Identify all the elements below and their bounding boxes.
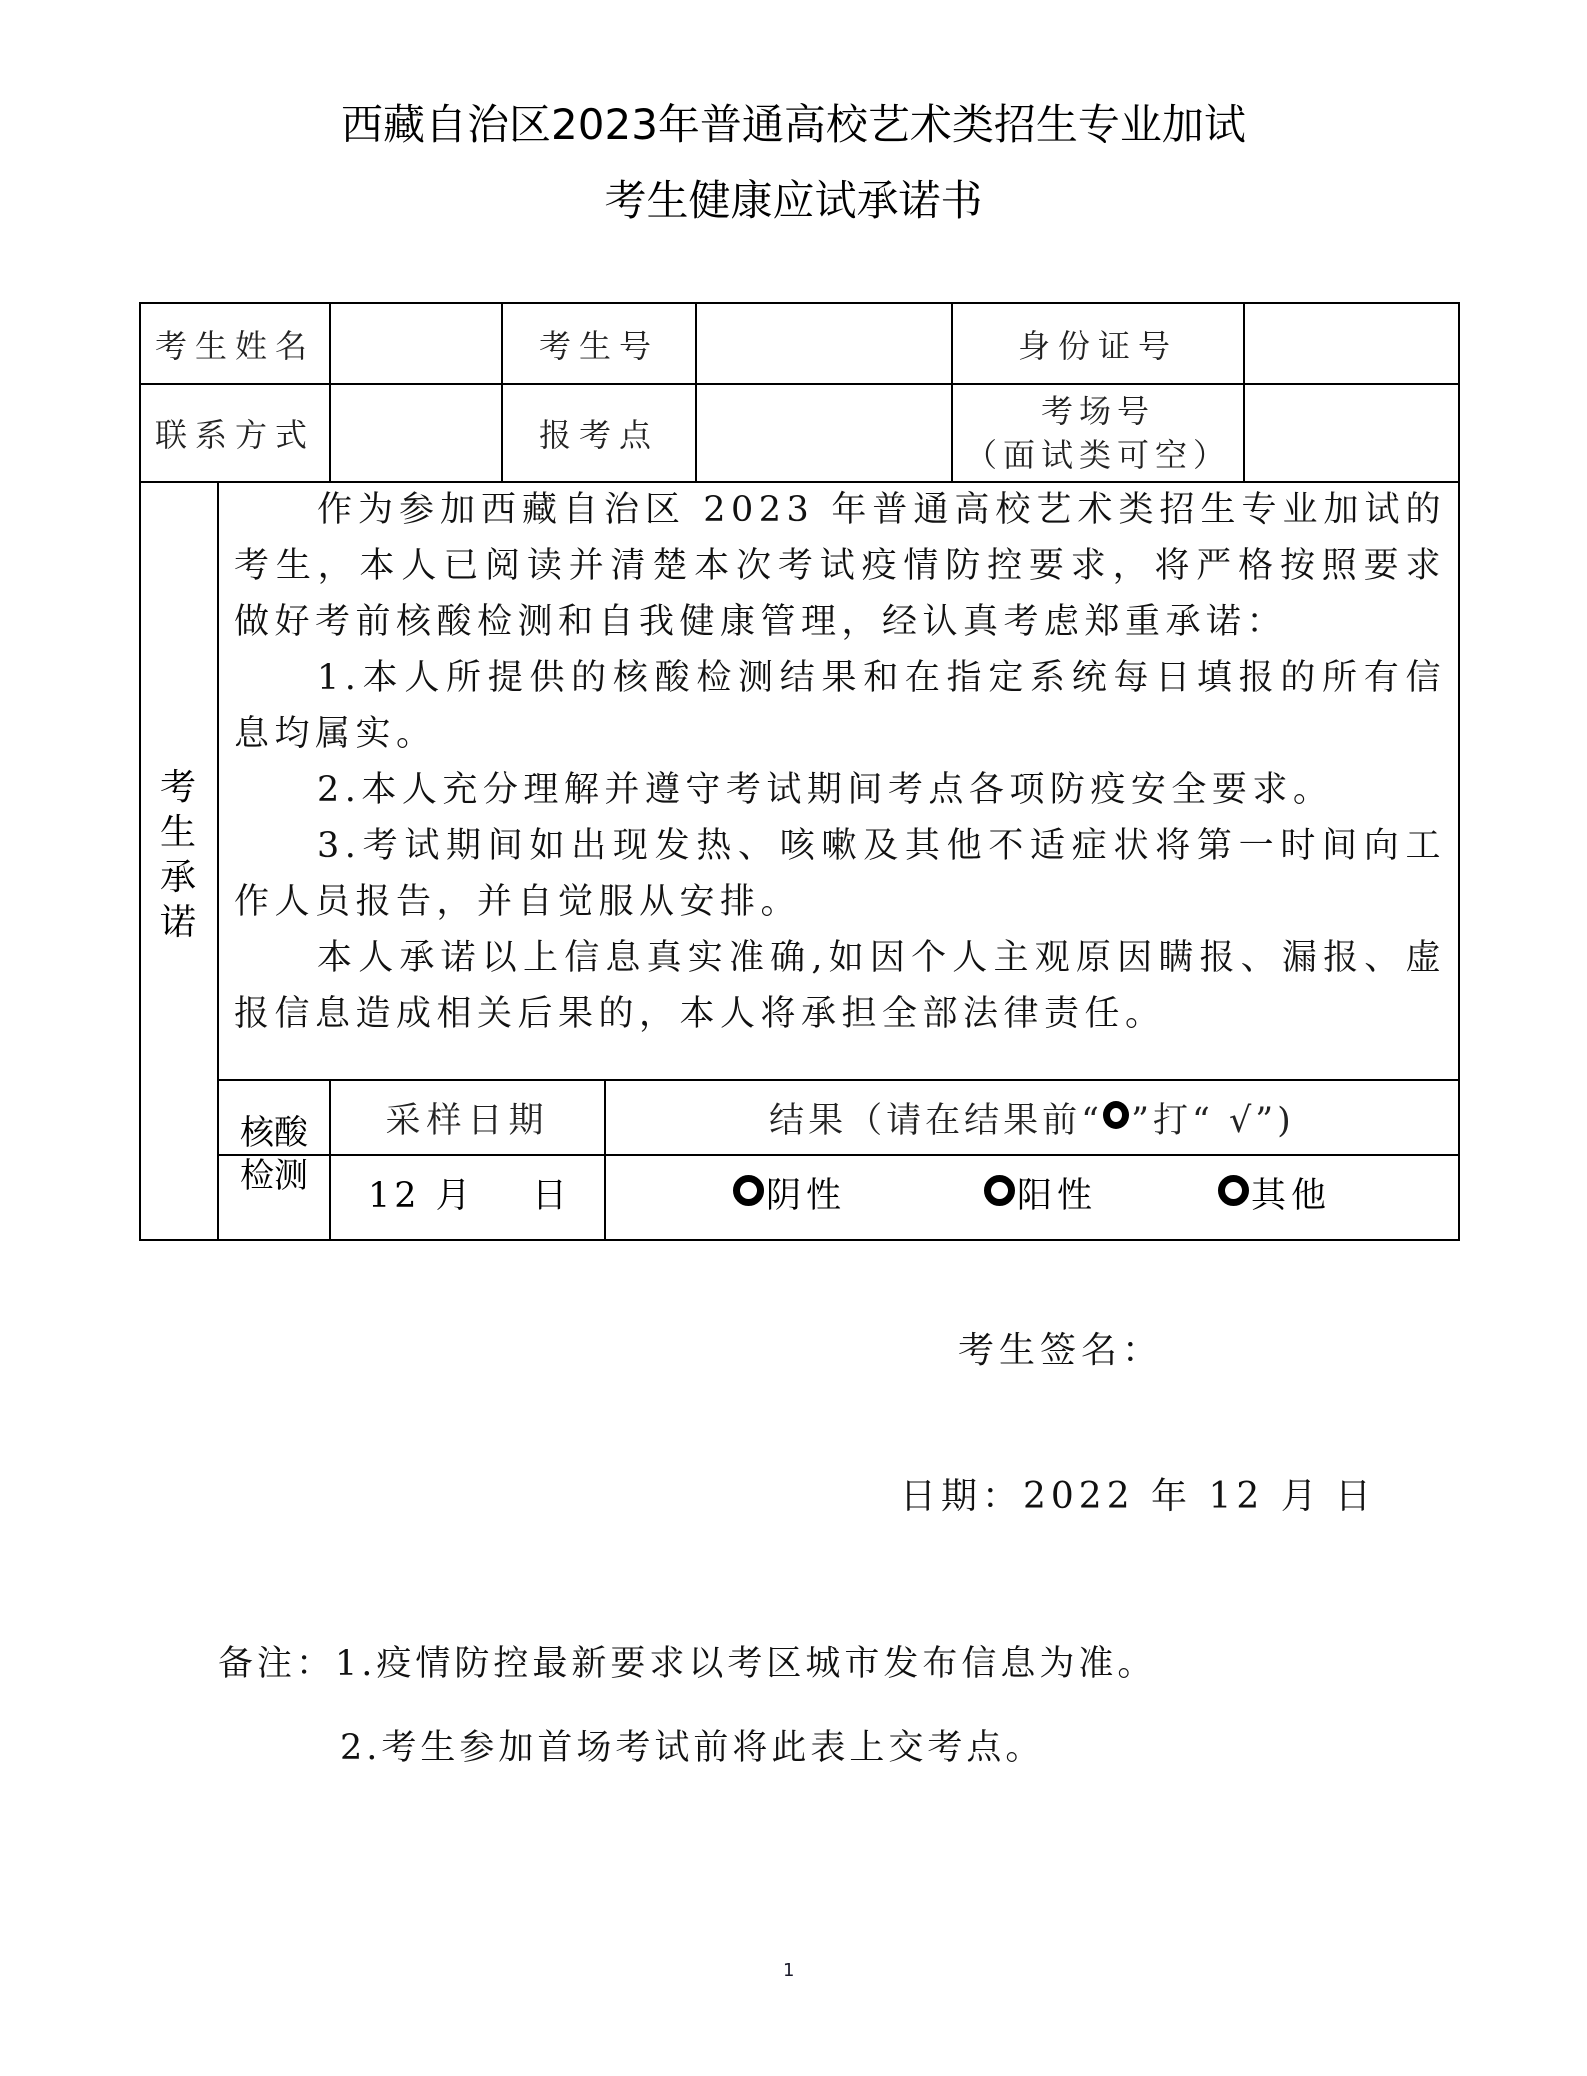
result-option-label: 其他 bbox=[1251, 1176, 1332, 1216]
promise-item-2: 2.本人充分理解并遵守考试期间考点各项防疫安全要求。 bbox=[317, 770, 1334, 810]
field-id-number[interactable] bbox=[1245, 304, 1458, 383]
nucleic-test-label-line1: 核酸 bbox=[240, 1113, 308, 1153]
field-contact[interactable] bbox=[331, 385, 501, 481]
promise-closing-paragraph: 本人承诺以上信息真实准确,如因个人主观原因瞒报、漏报、虚报信息造成相关后果的，本人将承担全部法律责任。 bbox=[234, 938, 1446, 1034]
result-header-suffix: ”打“ √”) bbox=[1131, 1100, 1295, 1141]
signature-date-day: 日 bbox=[1335, 1476, 1377, 1517]
nucleic-test-label-line2: 检测 bbox=[240, 1156, 308, 1196]
promise-intro-paragraph: 作为参加西藏自治区 2023 年普通高校艺术类招生专业加试的考生，本人已阅读并清楚本次考试疫情防控要求，将严格按照要求做好考前核酸检测和自我健康管理，经认真考虑郑重承诺： bbox=[234, 490, 1446, 642]
field-exam-number[interactable] bbox=[697, 304, 951, 383]
result-option-other[interactable] bbox=[1218, 1168, 1331, 1218]
promise-item-3: 3.考试期间如出现发热、咳嗽及其他不适症状将第一时间向工作人员报告，并自觉服从安排。 bbox=[234, 826, 1446, 922]
sampling-date-header: 采样日期 bbox=[385, 1100, 550, 1141]
promise-item-1: 1.本人所提供的核酸检测结果和在指定系统每日填报的所有信息均属实。 bbox=[234, 658, 1446, 754]
result-header bbox=[606, 1081, 1458, 1154]
promise-side-char: 考 bbox=[159, 767, 196, 808]
circle-option-icon[interactable] bbox=[733, 1175, 764, 1206]
page-number: 1 bbox=[783, 1960, 795, 1981]
promise-side-label bbox=[158, 765, 198, 945]
signature-date-label: 日期：2022 年 12 月 bbox=[900, 1476, 1322, 1517]
field-candidate-name[interactable] bbox=[331, 304, 501, 383]
candidate-signature-label: 考生签名： bbox=[958, 1330, 1164, 1371]
label-exam-room bbox=[953, 385, 1243, 481]
result-option-negative[interactable] bbox=[733, 1168, 846, 1218]
circle-option-icon[interactable] bbox=[984, 1175, 1015, 1206]
result-option-label: 阴性 bbox=[766, 1176, 847, 1216]
table-col-divider bbox=[217, 481, 219, 1241]
result-header-prefix: 结果（请在结果前“ bbox=[769, 1100, 1104, 1141]
table-row-divider bbox=[218, 1154, 1460, 1156]
table-border-bottom bbox=[139, 1239, 1460, 1241]
circle-icon bbox=[1103, 1101, 1129, 1129]
circle-option-icon[interactable] bbox=[1218, 1175, 1249, 1206]
promise-text bbox=[234, 482, 1446, 1042]
note-line-1: 备注：1.疫情防控最新要求以考区城市发布信息为准。 bbox=[218, 1644, 1157, 1684]
table-border-right bbox=[1458, 302, 1460, 1241]
promise-side-char: 诺 bbox=[159, 902, 196, 943]
label-contact: 联系方式 bbox=[154, 416, 315, 454]
result-option-label: 阳性 bbox=[1017, 1176, 1098, 1216]
label-exam-site: 报考点 bbox=[538, 416, 659, 454]
label-candidate-name: 考生姓名 bbox=[154, 326, 315, 365]
field-exam-site[interactable] bbox=[697, 385, 951, 481]
note-line-2: 2.考生参加首场考试前将此表上交考点。 bbox=[340, 1728, 1045, 1768]
sampling-date-day[interactable]: 日 bbox=[532, 1176, 568, 1216]
label-exam-room-main: 考场号 bbox=[1040, 392, 1155, 430]
field-exam-room[interactable] bbox=[1245, 385, 1458, 481]
sampling-date-month[interactable]: 12 月 bbox=[368, 1176, 475, 1216]
document-subtitle: 考生健康应试承诺书 bbox=[604, 176, 983, 225]
document-title: 西藏自治区2023年普通高校艺术类招生专业加试 bbox=[341, 100, 1246, 149]
nucleic-test-label bbox=[232, 1112, 316, 1198]
label-exam-number: 考生号 bbox=[538, 326, 659, 365]
label-exam-room-note: （面试类可空） bbox=[964, 436, 1231, 474]
label-id-number: 身份证号 bbox=[1017, 326, 1178, 365]
result-option-positive[interactable] bbox=[984, 1168, 1097, 1218]
promise-side-char: 承 bbox=[159, 857, 196, 898]
promise-side-char: 生 bbox=[159, 812, 196, 853]
